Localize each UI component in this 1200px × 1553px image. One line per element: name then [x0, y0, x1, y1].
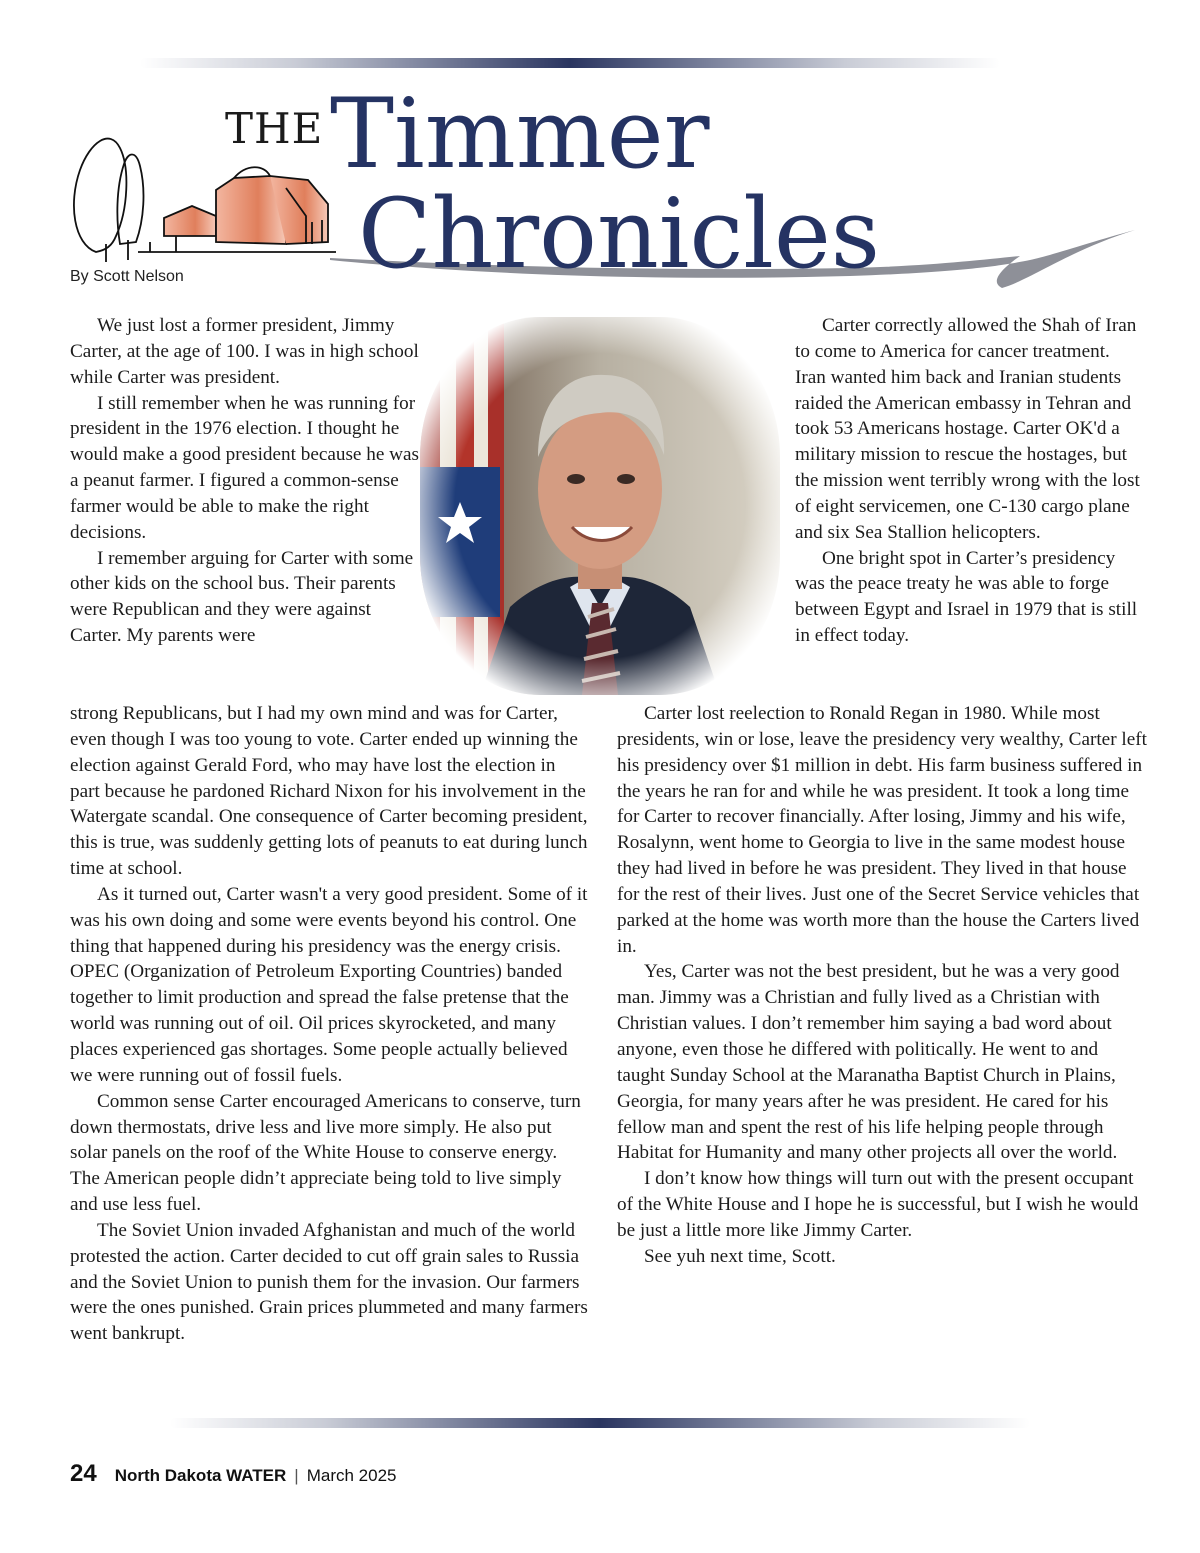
trees-icon — [74, 139, 144, 262]
paragraph-continued: strong Republicans, but I had my own mind and was for Carter, even though I was too young to vote. Carter ended up winning the election against Gerald Ford, who may have lost the election in part because he pardoned Richard Nixon for his involvement in the Watergate scandal. One consequence of Carter becoming president, this is true, was suddenly getting lots of peanuts to eat during lunch time at school. — [70, 703, 588, 880]
masthead-title-timmer: Timmer — [330, 78, 710, 190]
paragraph: We just lost a former president, Jimmy Carter, at the age of 100. I was in high school while Carter was president. — [70, 315, 419, 388]
article-left-main — [70, 701, 590, 1347]
magazine-name: North Dakota WATER — [114, 1466, 287, 1485]
paragraph: I remember arguing for Carter with some other kids on the school bus. Their parents were Republican and they were against Carter. My parents were — [70, 547, 414, 647]
paragraph: I don’t know how things will turn out with the present occupant of the White House and I hope he is successful, but I wish he would be just a little more like Jimmy Carter. — [617, 1168, 1139, 1241]
article-right-main — [617, 701, 1147, 1270]
paragraph: The Soviet Union invaded Afghanistan and much of the world protested the action. Carter decided to cut off grain sales to Russia and the Soviet Union to punish them for the invasion. Our farmers were the ones punished. Grain prices plummeted and many farmers went bankrupt. — [70, 1219, 588, 1345]
bottom-divider-rule — [170, 1418, 1030, 1428]
barn-icon — [138, 167, 336, 252]
masthead-title-chronicles: Chronicles — [358, 178, 881, 290]
masthead-the: THE — [225, 104, 324, 153]
issue-date: March 2025 — [306, 1466, 397, 1485]
paragraph: As it turned out, Carter wasn't a very good president. Some of it was his own doing and some were events beyond his control. One thing that happened during his presidency was the energy crisis. OPEC (Organization of Petroleum Exporting Countries) banded together to limit production and spread the false pretense that the world was running out of oil. Oil prices skyrocketed, and many places experienced gas shortages. Some people actually believed we were running out of fossil fuels. — [70, 883, 588, 1086]
article-left-top — [70, 313, 420, 649]
paragraph: Yes, Carter was not the best president, but he was a very good man. Jimmy was a Christian and fully lived as a Christian with Christian values. I don’t remember him saying a bad word about anyone, even those he differed with politically. He went to and taught Sunday School at the Maranatha Baptist Church in Plains, Georgia, for many years after he was president. He cared for his fellow man and spent the rest of his life helping people through Habitat for Humanity and many other projects all over the world. — [617, 961, 1120, 1164]
paragraph: I still remember when he was running for president in the 1976 election. I thought he would make a good president because he was a peanut farmer. I figured a common-sense farmer would be able to make the right decisions. — [70, 392, 419, 543]
footer-separator: | — [294, 1466, 299, 1485]
page-footer — [70, 1460, 396, 1488]
paragraph: Carter lost reelection to Ronald Regan in 1980. While most presidents, win or lose, leave the presidency very wealthy, Carter left his presidency over $1 million in debt. His farm business suffered in the years he ran for and while he was president. It took a long time for Carter to recover financially. After losing, Jimmy and his wife, Rosalynn, went home to Georgia to live in the same modest house they had lived in before he was president. They lived in that house for the rest of their lives. Just one of the Secret Service vehicles that parked at the home was worth more than the house the Carters lived in. — [617, 703, 1147, 957]
paragraph: Carter correctly allowed the Shah of Iran to come to America for cancer treatment. Iran wanted him back and Iranian students raided the American embassy in Tehran and took 53 Americans hostage. Carter OK'd a military mission to rescue the hostages, but the mission went terribly wrong with the lost of eight servicemen, one C-130 cargo plane and six Sea Stallion helicopters. — [795, 315, 1140, 543]
paragraph: Common sense Carter encouraged Americans to conserve, turn down thermostats, drive less and live more simply. He also put solar panels on the roof of the White House to conserve energy. The American people didn’t appreciate being told to live simply and use less fuel. — [70, 1090, 581, 1216]
article-right-top — [795, 313, 1140, 649]
top-divider-rule — [140, 58, 1000, 68]
sign-off: See yuh next time, Scott. — [644, 1245, 836, 1267]
jimmy-carter-portrait — [420, 317, 780, 695]
page-number: 24 — [70, 1460, 97, 1487]
byline: By Scott Nelson — [70, 268, 184, 285]
paragraph: One bright spot in Carter’s presidency was the peace treaty he was able to forge between Egypt and Israel in 1979 that is still in effect today. — [795, 547, 1138, 647]
